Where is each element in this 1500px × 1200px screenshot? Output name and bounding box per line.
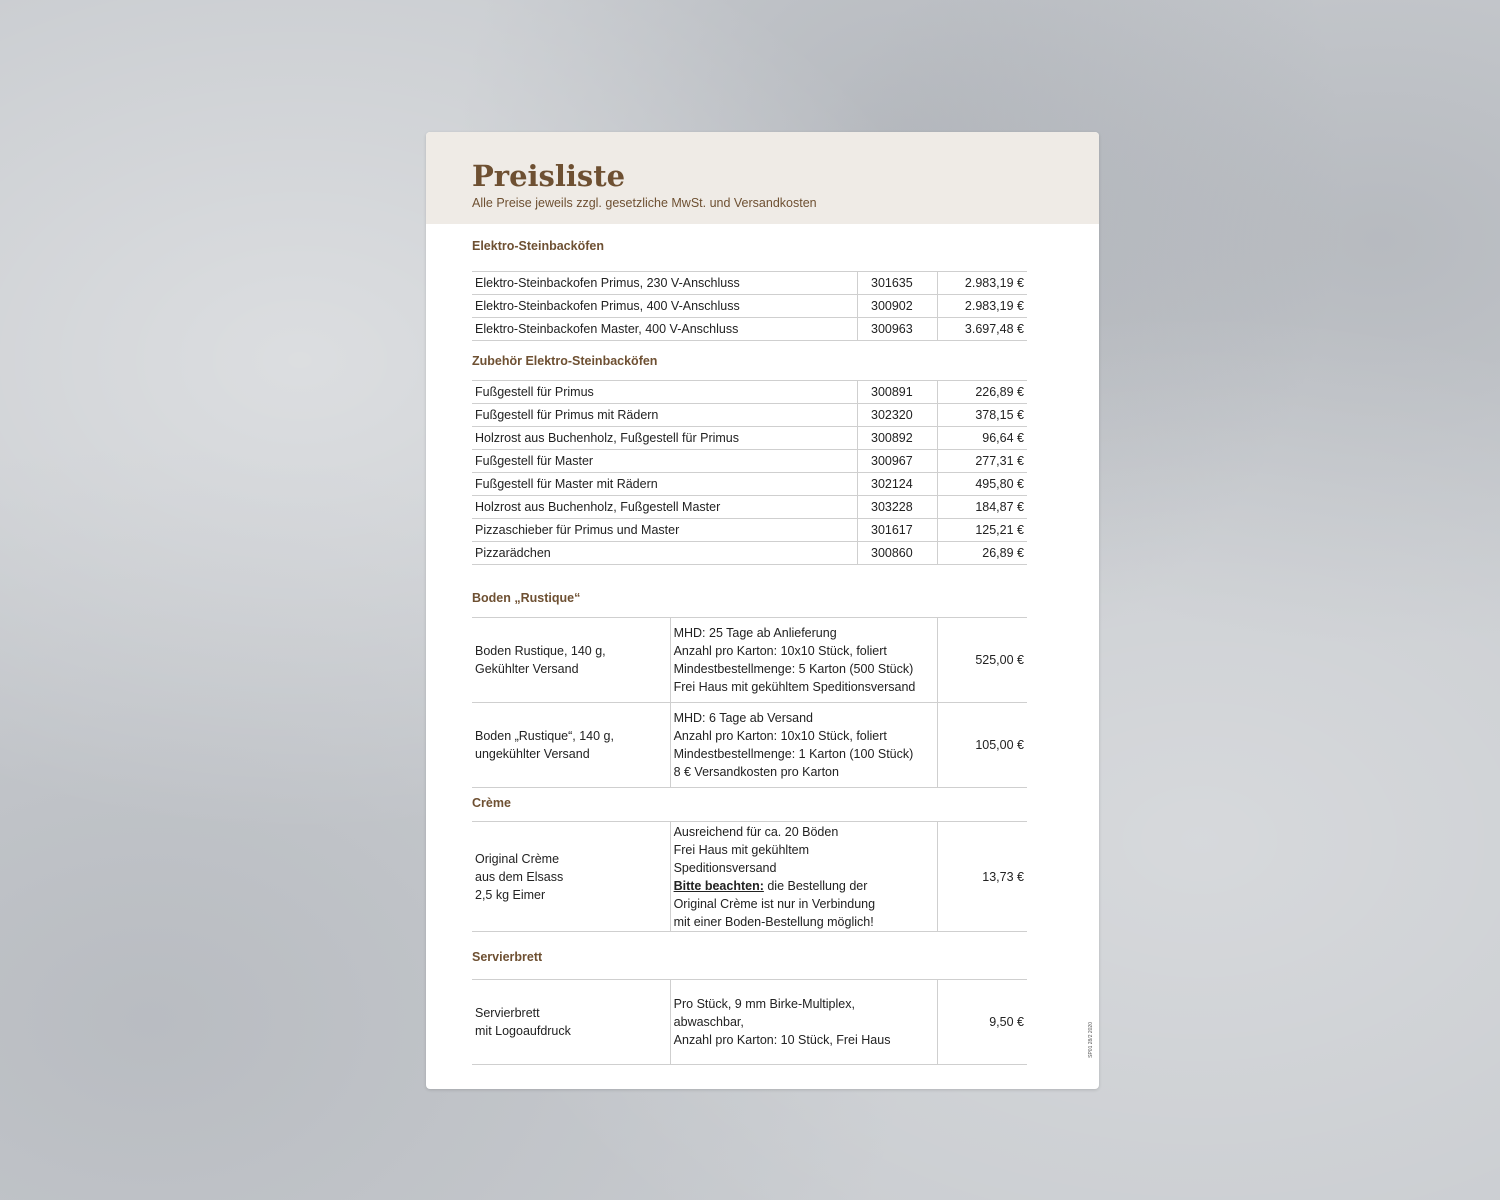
item-name xyxy=(472,980,670,1065)
item-info-line: Original Crème ist nur in Verbindung xyxy=(673,896,876,911)
item-info-line: MHD: 6 Tage ab Versand xyxy=(673,711,814,725)
item-price: 9,50 € xyxy=(938,980,1027,1065)
item-name-line: Boden „Rustique“, 140 g, xyxy=(475,729,614,743)
page-title: Preisliste xyxy=(472,159,626,193)
item-info-line: Mindestbestellmenge: 5 Karton (500 Stück) xyxy=(673,662,914,676)
item-price: 184,87 € xyxy=(938,496,1028,519)
item-price: 13,73 € xyxy=(938,822,1027,932)
item-info xyxy=(670,822,938,932)
item-price: 2.983,19 € xyxy=(938,272,1028,295)
item-info xyxy=(670,703,938,788)
item-code: 300892 xyxy=(858,427,938,450)
item-name xyxy=(472,703,670,788)
item-info-line: Mindestbestellmenge: 1 Karton (100 Stück) xyxy=(673,747,914,761)
item-name: Holzrost aus Buchenholz, Fußgestell für Primus xyxy=(472,427,858,450)
item-price: 105,00 € xyxy=(938,703,1027,788)
item-price: 277,31 € xyxy=(938,450,1028,473)
item-name: Fußgestell für Primus xyxy=(472,381,858,404)
item-code: 300891 xyxy=(858,381,938,404)
table-row xyxy=(472,381,1027,404)
item-code: 300963 xyxy=(858,318,938,341)
section-title-zubehoer: Zubehör Elektro-Steinbacköfen xyxy=(472,354,658,368)
section-title-boden: Boden „Rustique“ xyxy=(472,591,581,605)
item-info-line: abwaschbar, xyxy=(673,1015,744,1029)
note-label: Bitte beachten: xyxy=(673,878,764,893)
note-line xyxy=(674,877,935,895)
item-code: 300860 xyxy=(858,542,938,565)
table-row xyxy=(472,450,1027,473)
item-code: 303228 xyxy=(858,496,938,519)
item-name-line: Servierbrett xyxy=(475,1006,540,1020)
item-name: Elektro-Steinbackofen Primus, 230 V-Anschluss xyxy=(472,272,858,295)
item-info-line: Frei Haus mit gekühltem xyxy=(673,842,810,857)
item-code: 301617 xyxy=(858,519,938,542)
item-info-line: Anzahl pro Karton: 10x10 Stück, foliert xyxy=(673,644,887,658)
item-name: Fußgestell für Master mit Rädern xyxy=(472,473,858,496)
item-price: 525,00 € xyxy=(938,618,1027,703)
item-price: 26,89 € xyxy=(938,542,1028,565)
section-title-elektro: Elektro-Steinbacköfen xyxy=(472,239,604,253)
table-row xyxy=(472,980,1027,1065)
item-price: 2.983,19 € xyxy=(938,295,1028,318)
item-name-line: Boden Rustique, 140 g, xyxy=(475,644,606,658)
table-row xyxy=(472,272,1027,295)
table-servierbrett xyxy=(472,979,1027,1065)
item-info-line: Pro Stück, 9 mm Birke-Multiplex, xyxy=(673,997,855,1011)
table-row xyxy=(472,404,1027,427)
item-info xyxy=(670,618,938,703)
section-title-creme: Crème xyxy=(472,796,511,810)
item-name-line: aus dem Elsass xyxy=(475,869,564,884)
table-row xyxy=(472,618,1027,703)
item-name: Fußgestell für Primus mit Rädern xyxy=(472,404,858,427)
table-row xyxy=(472,295,1027,318)
item-name: Elektro-Steinbackofen Master, 400 V-Anschluss xyxy=(472,318,858,341)
item-name: Pizzarädchen xyxy=(472,542,858,565)
table-elektro xyxy=(472,271,1027,341)
item-info-line: 8 € Versandkosten pro Karton xyxy=(673,765,839,779)
table-row xyxy=(472,519,1027,542)
table-row xyxy=(472,542,1027,565)
item-price: 378,15 € xyxy=(938,404,1028,427)
table-creme xyxy=(472,821,1027,932)
table-row xyxy=(472,473,1027,496)
item-price: 125,21 € xyxy=(938,519,1028,542)
item-name: Fußgestell für Master xyxy=(472,450,858,473)
item-name-line: 2,5 kg Eimer xyxy=(475,887,546,902)
item-name-line: Original Crème xyxy=(475,851,560,866)
item-info xyxy=(670,980,937,1065)
item-info-line: MHD: 25 Tage ab Anlieferung xyxy=(673,626,837,640)
sheet-content xyxy=(426,224,1099,1065)
item-name-line: Gekühlter Versand xyxy=(475,662,579,676)
note-text: die Bestellung der xyxy=(763,878,868,893)
item-name-line: mit Logoaufdruck xyxy=(475,1024,571,1038)
table-row xyxy=(472,703,1027,788)
table-row xyxy=(472,496,1027,519)
section-title-servierbrett: Servierbrett xyxy=(472,950,543,964)
document-code: SP01 28/2 2020 xyxy=(1088,1022,1094,1058)
item-name: Elektro-Steinbackofen Primus, 400 V-Anschluss xyxy=(472,295,858,318)
item-name: Holzrost aus Buchenholz, Fußgestell Master xyxy=(472,496,858,519)
item-info-line: Speditionsversand xyxy=(673,860,777,875)
item-info-line: mit einer Boden-Bestellung möglich! xyxy=(673,914,874,929)
item-info-line: Anzahl pro Karton: 10x10 Stück, foliert xyxy=(673,729,887,743)
item-price: 495,80 € xyxy=(938,473,1028,496)
item-code: 302320 xyxy=(858,404,938,427)
item-price: 3.697,48 € xyxy=(938,318,1028,341)
item-name: Pizzaschieber für Primus und Master xyxy=(472,519,858,542)
item-name-line: ungekühlter Versand xyxy=(475,747,590,761)
item-code: 302124 xyxy=(858,473,938,496)
table-row xyxy=(472,822,1027,932)
item-info-line: Anzahl pro Karton: 10 Stück, Frei Haus xyxy=(673,1033,891,1047)
item-price: 96,64 € xyxy=(938,427,1028,450)
item-name xyxy=(472,822,670,932)
item-info-line: Frei Haus mit gekühltem Speditionsversand xyxy=(673,680,916,694)
item-code: 300967 xyxy=(858,450,938,473)
item-code: 300902 xyxy=(858,295,938,318)
item-name xyxy=(472,618,670,703)
table-row xyxy=(472,427,1027,450)
item-info-line: Ausreichend für ca. 20 Böden xyxy=(673,824,839,839)
item-code: 301635 xyxy=(858,272,938,295)
page-subtitle: Alle Preise jeweils zzgl. gesetzliche MwSt. und Versandkosten xyxy=(472,196,817,210)
table-zubehoer xyxy=(472,380,1027,565)
item-price: 226,89 € xyxy=(938,381,1028,404)
table-boden xyxy=(472,617,1027,788)
sheet-header xyxy=(426,132,1099,224)
price-list-sheet xyxy=(426,132,1099,1089)
table-row xyxy=(472,318,1027,341)
